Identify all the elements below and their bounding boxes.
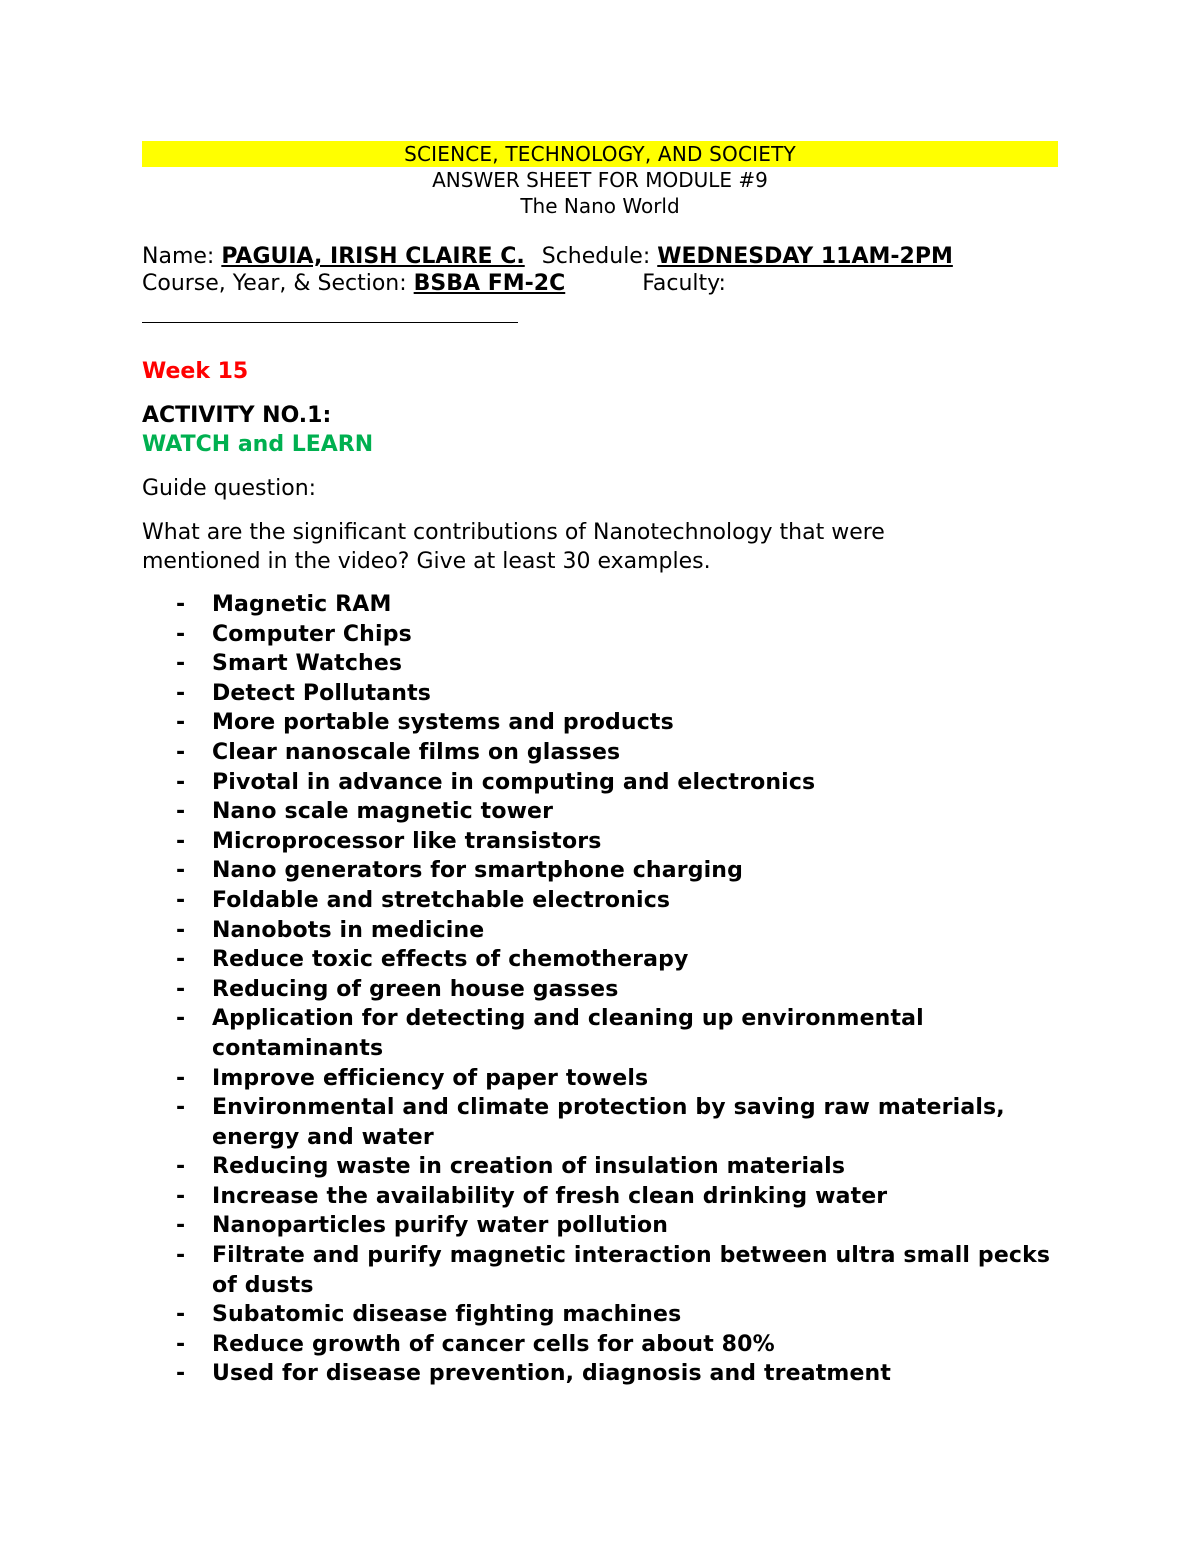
answer-text: Smart Watches: [212, 651, 403, 677]
list-item: [142, 1300, 1058, 1330]
bullet-dash: -: [176, 799, 186, 825]
answer-text: More portable systems and products: [212, 710, 674, 736]
name-label: Name:: [142, 244, 222, 269]
answer-text: Improve efficiency of paper towels: [212, 1065, 649, 1091]
list-item: [142, 649, 1058, 679]
name-schedule-line: [142, 243, 1058, 270]
list-item: [142, 1359, 1058, 1389]
guide-label: Guide question:: [142, 476, 317, 501]
course-label: Course, Year, & Section:: [142, 271, 414, 296]
list-item: [142, 945, 1058, 975]
faculty-blank-line: [142, 297, 518, 323]
answer-text: Nano scale magnetic tower: [212, 799, 554, 825]
list-item: [142, 738, 1058, 768]
answer-text: Reducing waste in creation of insulation materials: [212, 1154, 846, 1180]
list-item: [142, 1064, 1058, 1094]
answer-text: Microprocessor like transistors: [212, 828, 602, 854]
bullet-dash: -: [176, 680, 186, 706]
bullet-dash: -: [176, 1213, 186, 1239]
answer-text: Nanobots in medicine: [212, 917, 485, 943]
student-info: [142, 243, 1058, 323]
activity-subtitle: WATCH and LEARN: [142, 432, 374, 457]
week-heading: Week 15: [142, 359, 249, 384]
answer-sheet: [142, 141, 1058, 1389]
bullet-dash: -: [176, 1302, 186, 1328]
bullet-dash: -: [176, 828, 186, 854]
list-item: [142, 620, 1058, 650]
answer-text: Magnetic RAM: [212, 592, 392, 617]
bullet-dash: -: [176, 1095, 186, 1121]
answer-text: Pivotal in advance in computing and electronics: [212, 769, 816, 795]
bullet-dash: -: [176, 621, 186, 647]
module-topic: The Nano World: [520, 194, 680, 218]
bullet-dash: -: [176, 887, 186, 913]
bullet-dash: -: [176, 947, 186, 973]
course-title: SCIENCE, TECHNOLOGY, AND SOCIETY: [142, 141, 1058, 167]
list-item: [142, 886, 1058, 916]
list-item: [142, 1182, 1058, 1212]
bullet-dash: -: [176, 1243, 186, 1269]
bullet-dash: -: [176, 1006, 186, 1032]
bullet-dash: -: [176, 592, 186, 617]
answer-list: [142, 590, 1058, 1389]
answer-text: Nano generators for smartphone charging: [212, 858, 744, 884]
answer-text: Increase the availability of fresh clean drinking water: [212, 1183, 888, 1209]
list-item: [142, 768, 1058, 798]
name-value: PAGUIA, IRISH CLAIRE C.: [221, 244, 525, 269]
answer-text: Foldable and stretchable electronics: [212, 887, 671, 913]
bullet-dash: -: [176, 739, 186, 765]
schedule-label: Schedule:: [541, 244, 658, 269]
answer-text: Reducing of green house gasses: [212, 976, 619, 1002]
answer-text: Nanoparticles purify water pollution: [212, 1213, 669, 1239]
answer-text: Environmental and climate protection by saving raw materials, energy and water: [212, 1095, 1005, 1150]
answer-text: Reduce toxic effects of chemotherapy: [212, 947, 689, 973]
list-item: [142, 679, 1058, 709]
list-item: [142, 856, 1058, 886]
answer-text: Detect Pollutants: [212, 680, 432, 706]
schedule-value: WEDNESDAY 11AM-2PM: [657, 244, 953, 269]
bullet-dash: -: [176, 1065, 186, 1091]
list-item: [142, 827, 1058, 857]
bullet-dash: -: [176, 1361, 186, 1387]
course-faculty-line: [142, 270, 1058, 297]
list-item: [142, 975, 1058, 1005]
list-item: [142, 590, 1058, 620]
bullet-dash: -: [176, 917, 186, 943]
list-item: [142, 1152, 1058, 1182]
bullet-dash: -: [176, 710, 186, 736]
bullet-dash: -: [176, 976, 186, 1002]
bullet-dash: -: [176, 858, 186, 884]
list-item: [142, 797, 1058, 827]
answer-text: Clear nanoscale films on glasses: [212, 739, 621, 765]
faculty-label: Faculty:: [642, 271, 726, 296]
list-item: [142, 1330, 1058, 1360]
answer-text: Computer Chips: [212, 621, 412, 647]
bullet-dash: -: [176, 769, 186, 795]
list-item: [142, 708, 1058, 738]
list-item: [142, 1241, 1058, 1300]
answer-text: Filtrate and purify magnetic interaction between ultra small pecks of dusts: [212, 1243, 1051, 1298]
answer-text: Application for detecting and cleaning up environmental contaminants: [212, 1006, 924, 1061]
answer-text: Used for disease prevention, diagnosis and treatment: [212, 1361, 892, 1387]
list-item: [142, 1093, 1058, 1152]
bullet-dash: -: [176, 651, 186, 677]
bullet-dash: -: [176, 1183, 186, 1209]
activity-title: ACTIVITY NO.1:: [142, 403, 332, 428]
answer-text: Reduce growth of cancer cells for about 80%: [212, 1331, 775, 1357]
list-item: [142, 1004, 1058, 1063]
course-value: BSBA FM-2C: [413, 271, 566, 296]
answer-text: Subatomic disease fighting machines: [212, 1302, 682, 1328]
module-subtitle: ANSWER SHEET FOR MODULE #9: [432, 168, 768, 192]
bullet-dash: -: [176, 1331, 186, 1357]
guide-question: What are the significant contributions of Nanotechnology that were mentioned in the video? Give at least 30 examples.: [142, 520, 885, 574]
list-item: [142, 916, 1058, 946]
list-item: [142, 1211, 1058, 1241]
bullet-dash: -: [176, 1154, 186, 1180]
